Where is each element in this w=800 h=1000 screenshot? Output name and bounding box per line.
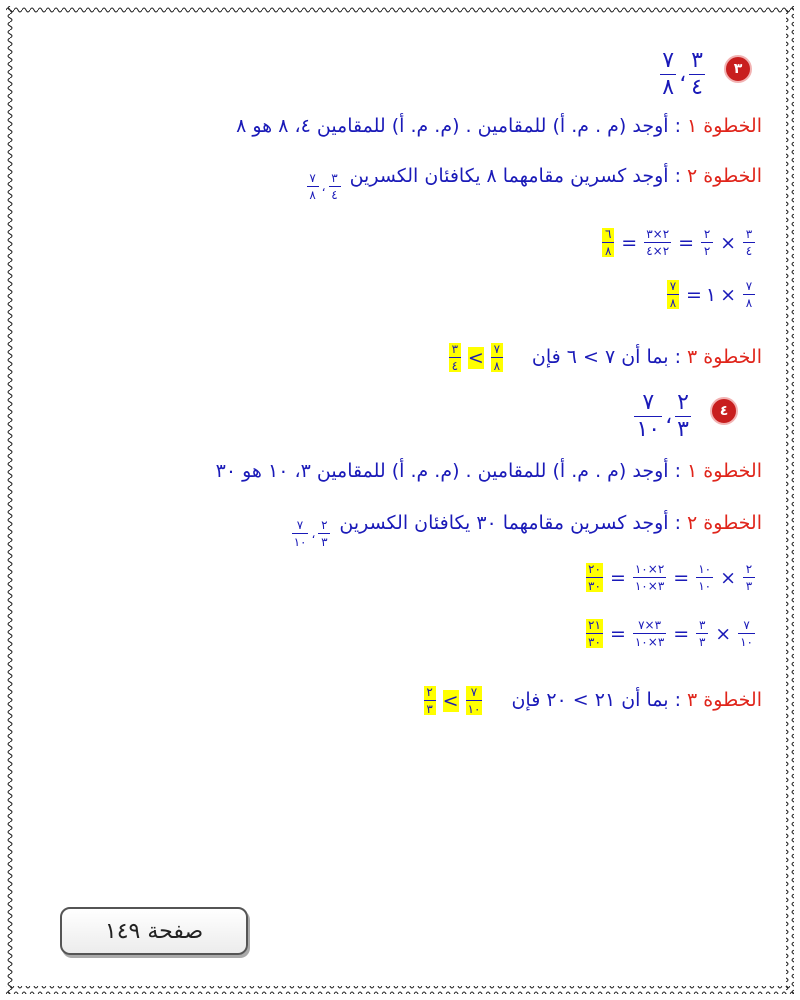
step-text: : أوجد (م . م. أ) للمقامين . (م. م. أ) للمقامين ٤، ٨ هو ٨ — [236, 115, 681, 137]
less-than-sign: < — [467, 346, 484, 369]
fraction — [449, 343, 461, 372]
separator: ، — [311, 526, 316, 541]
page-number: صفحة ١٤٩ — [104, 918, 204, 944]
denominator: ٨ — [669, 296, 677, 310]
numerator: ٢ — [745, 562, 753, 576]
denominator: ٤ — [691, 75, 703, 100]
denominator: ٣ — [677, 417, 689, 442]
problem-fractions — [657, 50, 708, 99]
denominator: ٣×١٠ — [634, 635, 665, 649]
numerator: ٢ — [321, 518, 328, 532]
step-1 — [236, 115, 762, 137]
equals-sign: = — [673, 622, 690, 645]
denominator: ٤ — [745, 244, 753, 258]
equals-sign: = — [621, 231, 638, 254]
calc-line — [583, 619, 758, 648]
times-sign: × — [720, 231, 736, 254]
fraction — [424, 686, 436, 715]
denominator: ١٠ — [740, 635, 753, 649]
denominator: ٣٠ — [588, 579, 601, 593]
numerator: ٢ — [426, 685, 433, 699]
step-2 — [304, 165, 762, 201]
fraction — [660, 50, 676, 99]
denominator: ٨ — [745, 296, 753, 310]
denominator: ٣٠ — [588, 635, 601, 649]
denominator: ٨ — [605, 244, 612, 258]
denominator: ٣×١٠ — [634, 579, 665, 593]
fraction — [743, 228, 755, 257]
fraction — [318, 519, 330, 548]
numerator: ٣ — [331, 171, 338, 185]
denominator: ٤ — [451, 359, 459, 373]
numerator: ٧ — [662, 48, 675, 73]
numerator: ٧ — [669, 279, 677, 293]
result-fraction — [667, 280, 679, 309]
step-text: : أوجد كسرين مقامهما ٣٠ يكافئان الكسرين — [339, 512, 681, 534]
fraction — [329, 172, 341, 201]
numerator: ٢ — [703, 227, 711, 241]
times-sign: × — [720, 283, 736, 306]
numerator: ٣ — [691, 48, 703, 73]
fraction — [675, 392, 691, 441]
numerator: ١٠ — [698, 562, 712, 576]
separator: ، — [665, 404, 673, 429]
denominator: ٣ — [321, 535, 328, 549]
times-sign: × — [715, 622, 732, 645]
times-sign: × — [720, 566, 736, 589]
problem-number: ٤ — [719, 403, 729, 419]
step-3 — [421, 686, 762, 715]
separator: ، — [321, 179, 326, 194]
numerator: ٢٠ — [588, 562, 601, 576]
denominator: ٨ — [662, 75, 675, 100]
fraction — [292, 519, 309, 548]
denominator: ٢ — [703, 244, 711, 258]
denominator: ٣ — [745, 579, 753, 593]
step-2 — [289, 512, 762, 548]
denominator: ١٠ — [467, 702, 481, 716]
numerator: ٧ — [642, 390, 655, 415]
step-text: : أوجد كسرين مقامهما ٨ يكافئان الكسرين — [349, 165, 681, 187]
separator: ، — [679, 62, 687, 87]
step-label: الخطوة ٢ — [687, 165, 762, 187]
numerator: ٧ — [493, 342, 501, 356]
step-text: : أوجد (م . م. أ) للمقامين . (م. م. أ) للمقامين ٣، ١٠ هو ٣٠ — [215, 460, 681, 482]
fraction — [307, 172, 319, 201]
fraction — [701, 228, 713, 257]
step-3 — [446, 343, 762, 372]
fraction — [696, 619, 708, 648]
less-than-sign: < — [442, 689, 459, 712]
step-label: الخطوة ٣ — [687, 346, 762, 368]
step-label: الخطوة ١ — [687, 460, 762, 482]
numerator: ٣ — [451, 342, 459, 356]
step-label: الخطوة ١ — [687, 115, 762, 137]
calc-line — [583, 563, 758, 592]
equals-sign: = — [609, 566, 626, 589]
fraction — [644, 228, 671, 257]
numerator: ٣ — [698, 618, 706, 632]
result-fraction — [602, 228, 614, 257]
numerator: ٧ — [743, 618, 750, 632]
fraction — [466, 686, 483, 715]
fraction — [743, 280, 755, 309]
page-border — [6, 6, 794, 994]
numerator: ٧ — [296, 518, 304, 532]
fraction — [689, 50, 705, 99]
fraction — [633, 563, 666, 592]
multiplier: ١ — [705, 283, 717, 306]
fraction — [738, 619, 755, 648]
step-label: الخطوة ٢ — [687, 512, 762, 534]
problem-number-badge — [724, 55, 752, 83]
calc-line — [599, 228, 758, 257]
denominator: ١٠ — [698, 579, 712, 593]
equals-sign: = — [685, 283, 702, 306]
fraction — [696, 563, 713, 592]
numerator: ٣×٧ — [638, 618, 662, 632]
fraction — [743, 563, 755, 592]
equals-sign: = — [673, 566, 690, 589]
denominator: ٤ — [331, 188, 338, 202]
numerator: ٣ — [745, 227, 753, 241]
result-fraction — [586, 563, 603, 592]
problem-fractions — [631, 392, 694, 441]
step-label: الخطوة ٣ — [687, 689, 762, 711]
fraction — [633, 619, 666, 648]
problem-number: ٣ — [733, 61, 743, 77]
calc-line — [664, 280, 758, 309]
page-number-box — [60, 907, 248, 955]
equals-sign: = — [678, 231, 695, 254]
result-fraction — [586, 619, 603, 648]
problem-number-badge — [710, 397, 738, 425]
denominator: ٨ — [309, 188, 316, 202]
numerator: ٧ — [745, 279, 753, 293]
step-1 — [216, 460, 762, 482]
denominator: ٣ — [698, 635, 706, 649]
numerator: ٢×٣ — [646, 227, 670, 241]
numerator: ٢ — [677, 390, 689, 415]
equals-sign: = — [609, 622, 626, 645]
denominator: ٨ — [493, 359, 501, 373]
denominator: ١٠ — [293, 535, 307, 549]
fraction — [634, 392, 662, 441]
numerator: ٧ — [309, 171, 316, 185]
numerator: ٢١ — [588, 618, 601, 632]
numerator: ٧ — [470, 685, 478, 699]
denominator: ١٠ — [636, 417, 661, 442]
denominator: ٣ — [426, 702, 433, 716]
step-text: : بما أن ٢١ > ٢٠ فإن — [511, 689, 681, 711]
step-text: : بما أن ٧ > ٦ فإن — [531, 346, 681, 368]
fraction — [491, 343, 503, 372]
denominator: ٢×٤ — [646, 244, 670, 258]
numerator: ٦ — [605, 227, 612, 241]
numerator: ٢×١٠ — [634, 562, 665, 576]
